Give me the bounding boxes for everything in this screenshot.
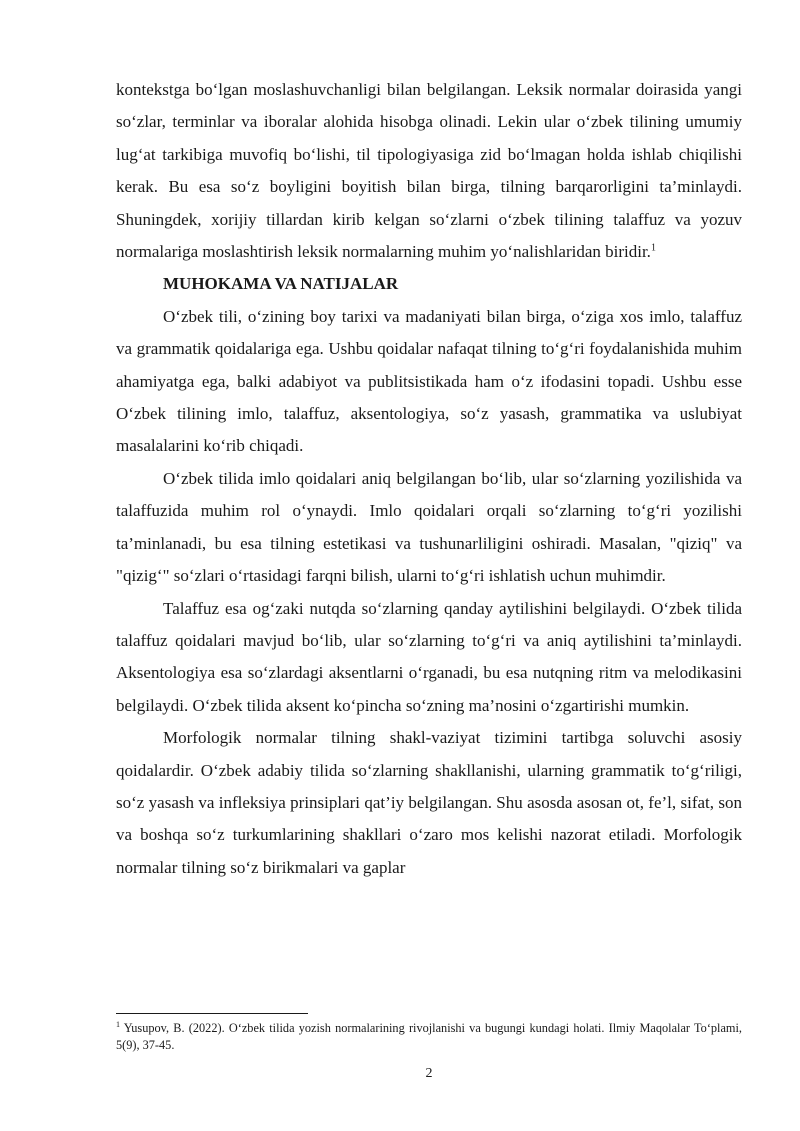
footnote-divider [116, 1013, 308, 1014]
footnote-mark: 1 [116, 1019, 120, 1029]
section-heading: MUHOKAMA VA NATIJALAR [163, 274, 399, 294]
paragraph-orthography: O‘zbek tilida imlo qoidalari aniq belgilangan bo‘lib, ular so‘zlarning yozilishida va talaffuzida muhim rol o‘ynaydi. Imlo qoidalari orqali so‘zlarning to‘g‘ri yozilishi ta’minlanadi, bu esa tilning estetikasi va tushunarliligini oshiradi. Masalan, "qiziq" va "qizig‘" so‘zlari o‘rtasidagi farqni bilish, ularni to‘g‘ri ishlatish uchun muhimdir. [116, 468, 742, 586]
document-body [116, 74, 742, 884]
page-number: 2 [425, 1066, 433, 1081]
footnote-text: Yusupov, B. (2022). O‘zbek tilida yozish normalarining rivojlanishi va bugungi kundagi holati. Ilmiy Maqolalar To‘plami, 5(9), 37-45. [116, 1021, 742, 1052]
paragraph-pronunciation: Talaffuz esa og‘zaki nutqda so‘zlarning qanday aytilishini belgilaydi. O‘zbek tilida talaffuz qoidalari mavjud bo‘lib, ular so‘zlarning to‘g‘ri va aniq aytilishini ta’minlaydi. Aksentologiya esa so‘zlardagi aksentlarni o‘rganadi, bu esa nutqning ritm va melodikasini belgilaydi. O‘zbek tilida aksent ko‘pincha so‘zning ma’nosini o‘zgartirishi mumkin. [116, 598, 742, 715]
paragraph-morphology: Morfologik normalar tilning shakl-vaziyat tizimini tartibga soluvchi asosiy qoidalardir. O‘zbek adabiy tilida so‘zlarning shakllanishi, ularning grammatik to‘g‘riligi, so‘z yasash va infleksiya prinsiplari qat’iy belgilangan. Shu asosda asosan ot, fe’l, sifat, son va boshqa so‘z turkumlarining shakllari o‘zaro mos kelishi nazorat etiladi. Morfologik normalar tilning so‘z birikmalari va gaplar [116, 728, 742, 877]
paragraph-intro: O‘zbek tili, o‘zining boy tarixi va madaniyati bilan birga, o‘ziga xos imlo, talaffuz va grammatik qoidalariga ega. Ushbu qoidalar nafaqat tilning to‘g‘ri foydalanishida muhim ahamiyatga ega, balki adabiyot va publitsistikada ham o‘z ifodasini topadi. Ushbu esse O‘zbek tilining imlo, talaffuz, aksentologiya, so‘z yasash, grammatika va uslubiyat masalalarini ko‘rib chiqadi. [116, 306, 742, 456]
paragraph-lexical-norms [116, 74, 742, 268]
footnote [116, 1020, 742, 1054]
paragraph-text: kontekstga bo‘lgan moslashuvchanligi bilan belgilangan. Leksik normalar doirasida yangi so‘zlar, terminlar va iboralar alohida hisobga olinadi. Lekin ular o‘zbek tilining umumiy lug‘at tarkibiga muvofiq bo‘lishi, til tipologiyasiga zid bo‘lmagan holda ishlab chiqilishi kerak. Bu esa so‘z boyligini boyitish bilan birga, tilning barqarorligini ta’minlaydi. Shuningdek, xorijiy tillardan kirib kelgan so‘zlarni o‘zbek tilining talaffuz va yozuv normalariga moslashtirish leksik normalarning muhim yo‘nalishlaridan biridir. [116, 80, 742, 262]
footnote-reference[interactable]: 1 [650, 242, 656, 254]
